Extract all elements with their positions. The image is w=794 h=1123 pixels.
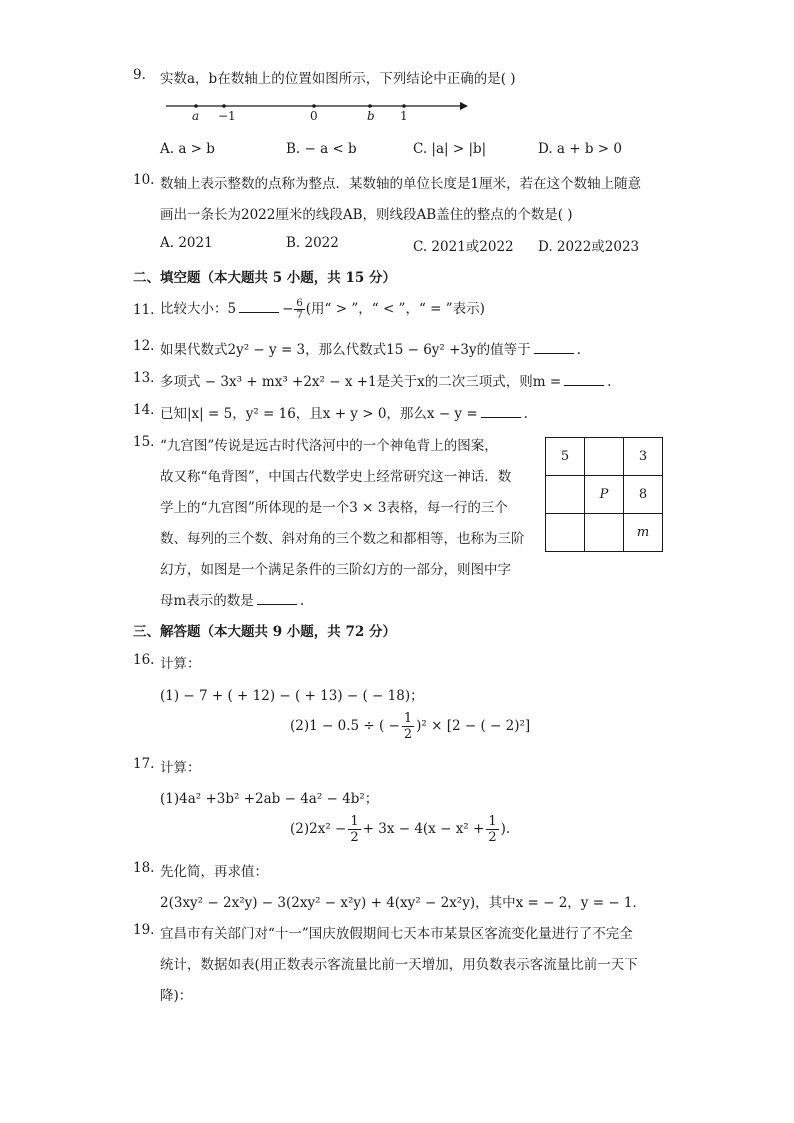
q18-title: 先化简，再求值： bbox=[160, 864, 268, 880]
q10-option-a: A. 2021 bbox=[160, 235, 213, 251]
q15-answer-blank[interactable] bbox=[257, 592, 297, 605]
axis-label-a: a bbox=[192, 109, 200, 123]
q11-body: 比较大小：5 − $\frac{6}{7}$ (用“ > ”，“ < ”，“ = ”表示) bbox=[160, 298, 485, 321]
q16-part1: (1) − 7 + ( + 12) − ( + 13) − ( − 18)； bbox=[160, 688, 424, 704]
q14-text: 已知|x| = 5，y² = 16，且x + y > 0，那么x − y = bbox=[160, 406, 478, 422]
q15-line2: 故又称“龟背图”，中国古代数学史上经常研究这一神话．数 bbox=[160, 469, 512, 485]
axis-label-minus-one: −1 bbox=[218, 109, 236, 123]
q16-title: 计算： bbox=[160, 656, 201, 672]
q14-body: 已知|x| = 5，y² = 16，且x + y > 0，那么x − y = . bbox=[160, 406, 528, 422]
q11-pre: 比较大小：5 bbox=[160, 301, 237, 317]
q15-line1: “九宫图”传说是远古时代洛河中的一个神龟背上的图案， bbox=[160, 438, 498, 454]
arrow-head-icon bbox=[460, 102, 468, 110]
q17-part1: (1)4a² +3b² +2ab − 4a² − 4b²； bbox=[160, 791, 379, 807]
q12-answer-blank[interactable] bbox=[534, 341, 574, 354]
q16-fraction: $\frac{1}{2}$ bbox=[403, 711, 413, 742]
grid-cell bbox=[585, 438, 624, 476]
grid-cell bbox=[546, 476, 585, 514]
q11-post: (用“ > ”，“ < ”，“ = ”表示) bbox=[305, 301, 485, 317]
point-zero bbox=[312, 104, 316, 108]
grid-cell: 5 bbox=[546, 438, 585, 476]
q11-answer-blank[interactable] bbox=[239, 300, 279, 313]
q19-number: 19. bbox=[133, 922, 155, 938]
magic-square-grid bbox=[545, 437, 663, 552]
q11-fraction: $\frac{6}{7}$ bbox=[296, 298, 303, 321]
q17-title: 计算： bbox=[160, 760, 201, 776]
q19-line2: 统计，数据如表(用正数表示客流量比前一天增加，用负数表示客流量比前一天下 bbox=[160, 957, 638, 973]
q12-body: 如果代数式2y² − y = 3，那么代数式15 − 6y² +3y的值等于 . bbox=[160, 342, 581, 358]
q13-answer-blank[interactable] bbox=[564, 373, 604, 386]
section-fill-in-title: 二、填空题（本大题共 5 小题，共 15 分） bbox=[133, 270, 396, 286]
q15-line6: 母m表示的数是 . bbox=[160, 593, 305, 609]
q15-line5: 幻方，如图是一个满足条件的三阶幻方的一部分，则图中字 bbox=[160, 562, 511, 578]
q13-number: 13. bbox=[133, 370, 155, 386]
grid-cell: 3 bbox=[624, 438, 663, 476]
q9-stem: 实数a，b在数轴上的位置如图所示，下列结论中正确的是( ) bbox=[160, 71, 516, 87]
q13-body: 多项式 − 3x³ + mx³ +2x² − x +1是关于x的二次三项式，则m = . bbox=[160, 374, 612, 390]
q9-option-a: A. a > b bbox=[160, 141, 215, 157]
q13-text: 多项式 − 3x³ + mx³ +2x² − x +1是关于x的二次三项式，则m = bbox=[160, 374, 562, 390]
q10-option-b: B. 2022 bbox=[286, 235, 339, 251]
q12-text: 如果代数式2y² − y = 3，那么代数式15 − 6y² +3y的值等于 bbox=[160, 342, 531, 358]
q10-option-c: C. 2021或2022 bbox=[413, 239, 514, 255]
axis-label-one: 1 bbox=[400, 109, 408, 123]
q16-number: 16. bbox=[133, 652, 155, 668]
q18-number: 18. bbox=[133, 860, 155, 876]
axis-label-b: b bbox=[367, 109, 375, 123]
grid-cell: 8 bbox=[624, 476, 663, 514]
q10-number: 10. bbox=[133, 172, 155, 188]
q11-number: 11. bbox=[133, 302, 155, 318]
q14-answer-blank[interactable] bbox=[481, 405, 521, 418]
q15-line4: 数、每列的三个数、斜对角的三个数之和都相等，也称为三阶 bbox=[160, 531, 525, 547]
q15-line3: 学上的“九宫图”所体现的是一个3 × 3表格，每一行的三个 bbox=[160, 500, 508, 516]
q10-line1: 数轴上表示整数的点称为整点．某数轴的单位长度是1厘米，若在这个数轴上随意 bbox=[160, 176, 642, 192]
grid-cell: P bbox=[585, 476, 624, 514]
q10-line2: 画出一条长为2022厘米的线段AB，则线段AB盖住的整点的个数是( ) bbox=[160, 207, 573, 223]
q19-line3: 降)： bbox=[160, 988, 193, 1004]
q9-number: 9. bbox=[133, 67, 146, 83]
q16-part2: (2)1 − 0.5 ÷ ( − $\frac{1}{2}$ )² × [2 − ( − 2)²] bbox=[290, 711, 531, 742]
point-one bbox=[402, 104, 406, 108]
q9-option-d: D. a + b > 0 bbox=[538, 141, 622, 157]
grid-cell bbox=[585, 514, 624, 552]
q17-fraction-1: $\frac{1}{2}$ bbox=[350, 814, 359, 845]
grid-cell: m bbox=[624, 514, 663, 552]
q9-option-c: C. |a| > |b| bbox=[413, 141, 487, 157]
grid-cell bbox=[546, 514, 585, 552]
section-solve-title: 三、解答题（本大题共 9 小题，共 72 分） bbox=[133, 624, 396, 640]
axis-label-zero: 0 bbox=[310, 109, 318, 123]
point-minus-one bbox=[222, 104, 226, 108]
point-b bbox=[368, 104, 372, 108]
q17-fraction-2: $\frac{1}{2}$ bbox=[488, 814, 497, 845]
q12-number: 12. bbox=[133, 338, 155, 354]
q18-expression: 2(3xy² − 2x²y) − 3(2xy² − x²y) + 4(xy² − 2x²y)，其中x = − 2，y = − 1． bbox=[160, 895, 647, 911]
q9-option-b: B. − a < b bbox=[286, 141, 357, 157]
q19-line1: 宜昌市有关部门对“十一”国庆放假期间七天本市某景区客流变化量进行了不完全 bbox=[160, 926, 633, 942]
q15-number: 15. bbox=[133, 434, 155, 450]
q17-part2: (2)2x² − $\frac{1}{2}$ + 3x − 4(x − x² + $\frac{1}{2}$ ). bbox=[290, 814, 511, 845]
point-a bbox=[194, 104, 198, 108]
q17-number: 17. bbox=[133, 756, 155, 772]
q10-option-d: D. 2022或2023 bbox=[538, 239, 640, 255]
q14-number: 14. bbox=[133, 402, 155, 418]
